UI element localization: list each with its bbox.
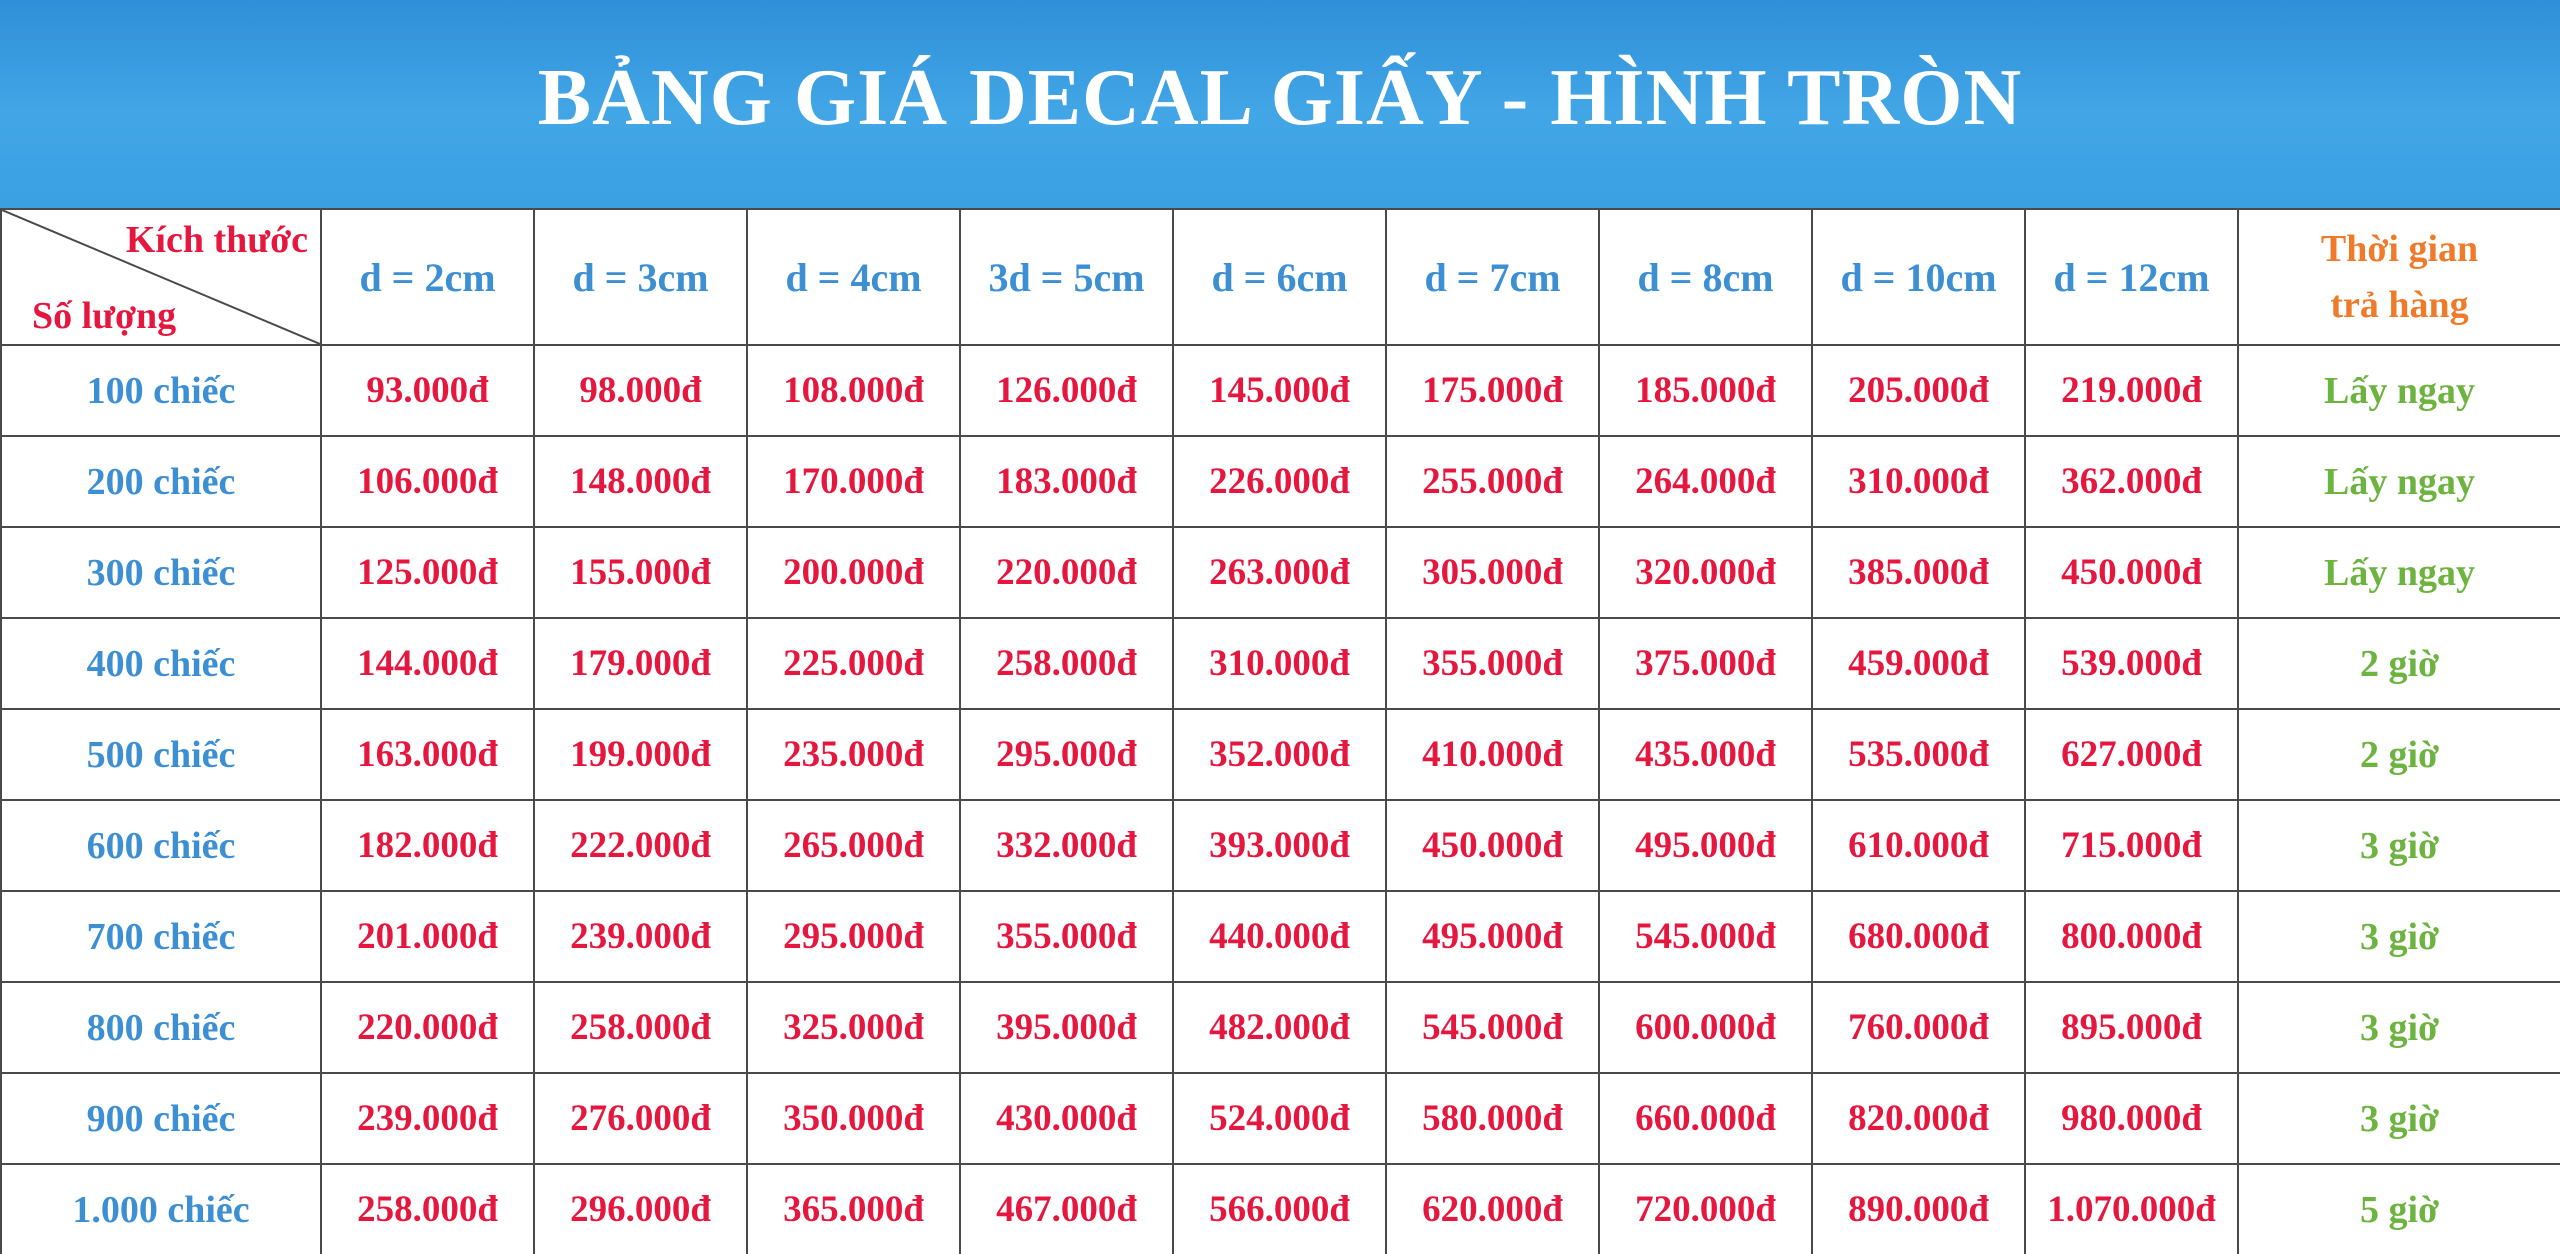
price-cell: 226.000đ [1173,436,1386,527]
price-cell: 393.000đ [1173,800,1386,891]
price-cell: 620.000đ [1386,1164,1599,1254]
table-row [1,527,2560,618]
price-cell: 610.000đ [1812,800,2025,891]
price-cell: 895.000đ [2025,982,2238,1073]
price-cell: 235.000đ [747,709,960,800]
delivery-time-cell: 5 giờ [2238,1164,2560,1254]
delivery-time-cell: Lấy ngay [2238,345,2560,436]
delivery-time-cell: Lấy ngay [2238,527,2560,618]
price-cell: 800.000đ [2025,891,2238,982]
price-cell: 467.000đ [960,1164,1173,1254]
price-cell: 106.000đ [321,436,534,527]
delivery-time-cell: 3 giờ [2238,982,2560,1073]
price-cell: 276.000đ [534,1073,747,1164]
price-cell: 660.000đ [1599,1073,1812,1164]
price-cell: 760.000đ [1812,982,2025,1073]
table-row [1,436,2560,527]
delivery-time-header-line2: trả hàng [2330,284,2469,326]
size-header: d = 7cm [1386,209,1599,345]
price-cell: 265.000đ [747,800,960,891]
price-cell: 310.000đ [1812,436,2025,527]
price-cell: 430.000đ [960,1073,1173,1164]
price-cell: 163.000đ [321,709,534,800]
table-row [1,1164,2560,1254]
corner-header [1,209,321,345]
price-cell: 495.000đ [1386,891,1599,982]
price-cell: 545.000đ [1386,982,1599,1073]
price-cell: 201.000đ [321,891,534,982]
price-cell: 395.000đ [960,982,1173,1073]
delivery-time-cell: Lấy ngay [2238,436,2560,527]
price-cell: 258.000đ [960,618,1173,709]
quantity-cell: 1.000 chiếc [1,1164,321,1254]
table-row [1,618,2560,709]
price-cell: 435.000đ [1599,709,1812,800]
price-cell: 200.000đ [747,527,960,618]
title-banner [0,0,2560,208]
price-cell: 144.000đ [321,618,534,709]
price-cell: 263.000đ [1173,527,1386,618]
price-cell: 680.000đ [1812,891,2025,982]
table-body [1,345,2560,1254]
size-axis-label: Kích thước [125,219,308,261]
price-cell: 258.000đ [321,1164,534,1254]
quantity-axis-label: Số lượng [32,295,177,337]
price-cell: 182.000đ [321,800,534,891]
price-cell: 720.000đ [1599,1164,1812,1254]
price-cell: 126.000đ [960,345,1173,436]
delivery-time-cell: 3 giờ [2238,891,2560,982]
quantity-cell: 300 chiếc [1,527,321,618]
price-cell: 627.000đ [2025,709,2238,800]
price-cell: 295.000đ [747,891,960,982]
delivery-time-header-line1: Thời gian [2320,228,2479,270]
price-cell: 890.000đ [1812,1164,2025,1254]
page-title: BẢNG GIÁ DECAL GIẤY - HÌNH TRÒN [537,53,2023,142]
price-cell: 264.000đ [1599,436,1812,527]
table-row [1,345,2560,436]
price-cell: 225.000đ [747,618,960,709]
size-header: d = 2cm [321,209,534,345]
price-cell: 440.000đ [1173,891,1386,982]
price-cell: 1.070.000đ [2025,1164,2238,1254]
quantity-cell: 100 chiếc [1,345,321,436]
size-header: d = 10cm [1812,209,2025,345]
header-row [1,209,2560,345]
price-cell: 98.000đ [534,345,747,436]
table-row [1,982,2560,1073]
table-row [1,1073,2560,1164]
price-cell: 450.000đ [1386,800,1599,891]
price-cell: 375.000đ [1599,618,1812,709]
price-cell: 205.000đ [1812,345,2025,436]
price-cell: 459.000đ [1812,618,2025,709]
price-cell: 93.000đ [321,345,534,436]
price-cell: 148.000đ [534,436,747,527]
quantity-cell: 200 chiếc [1,436,321,527]
quantity-cell: 800 chiếc [1,982,321,1073]
price-cell: 352.000đ [1173,709,1386,800]
table-row [1,891,2560,982]
price-cell: 185.000đ [1599,345,1812,436]
price-cell: 320.000đ [1599,527,1812,618]
price-cell: 385.000đ [1812,527,2025,618]
price-cell: 175.000đ [1386,345,1599,436]
price-cell: 199.000đ [534,709,747,800]
price-cell: 482.000đ [1173,982,1386,1073]
size-header: d = 8cm [1599,209,1812,345]
price-cell: 365.000đ [747,1164,960,1254]
price-cell: 255.000đ [1386,436,1599,527]
price-cell: 355.000đ [1386,618,1599,709]
price-cell: 155.000đ [534,527,747,618]
price-cell: 566.000đ [1173,1164,1386,1254]
price-cell: 362.000đ [2025,436,2238,527]
price-cell: 145.000đ [1173,345,1386,436]
price-cell: 239.000đ [321,1073,534,1164]
price-cell: 295.000đ [960,709,1173,800]
delivery-time-cell: 2 giờ [2238,709,2560,800]
price-cell: 410.000đ [1386,709,1599,800]
price-cell: 580.000đ [1386,1073,1599,1164]
price-cell: 450.000đ [2025,527,2238,618]
size-header: d = 3cm [534,209,747,345]
price-cell: 179.000đ [534,618,747,709]
quantity-cell: 500 chiếc [1,709,321,800]
price-cell: 524.000đ [1173,1073,1386,1164]
delivery-time-cell: 3 giờ [2238,1073,2560,1164]
price-cell: 539.000đ [2025,618,2238,709]
size-header: d = 4cm [747,209,960,345]
price-cell: 325.000đ [747,982,960,1073]
price-cell: 310.000đ [1173,618,1386,709]
price-cell: 170.000đ [747,436,960,527]
price-cell: 355.000đ [960,891,1173,982]
quantity-cell: 900 chiếc [1,1073,321,1164]
price-cell: 239.000đ [534,891,747,982]
price-cell: 820.000đ [1812,1073,2025,1164]
delivery-time-cell: 3 giờ [2238,800,2560,891]
price-cell: 108.000đ [747,345,960,436]
price-cell: 545.000đ [1599,891,1812,982]
price-cell: 980.000đ [2025,1073,2238,1164]
table-row [1,709,2560,800]
delivery-time-header [2238,209,2560,345]
price-cell: 220.000đ [321,982,534,1073]
size-header: 3d = 5cm [960,209,1173,345]
price-cell: 495.000đ [1599,800,1812,891]
quantity-cell: 600 chiếc [1,800,321,891]
quantity-cell: 700 chiếc [1,891,321,982]
price-cell: 258.000đ [534,982,747,1073]
price-cell: 219.000đ [2025,345,2238,436]
price-table [0,208,2560,1254]
price-cell: 220.000đ [960,527,1173,618]
delivery-time-cell: 2 giờ [2238,618,2560,709]
price-cell: 600.000đ [1599,982,1812,1073]
size-header: d = 6cm [1173,209,1386,345]
price-cell: 715.000đ [2025,800,2238,891]
price-cell: 222.000đ [534,800,747,891]
size-header: d = 12cm [2025,209,2238,345]
price-cell: 332.000đ [960,800,1173,891]
price-cell: 350.000đ [747,1073,960,1164]
quantity-cell: 400 chiếc [1,618,321,709]
price-cell: 305.000đ [1386,527,1599,618]
table-row [1,800,2560,891]
price-cell: 125.000đ [321,527,534,618]
price-cell: 183.000đ [960,436,1173,527]
price-cell: 535.000đ [1812,709,2025,800]
price-cell: 296.000đ [534,1164,747,1254]
